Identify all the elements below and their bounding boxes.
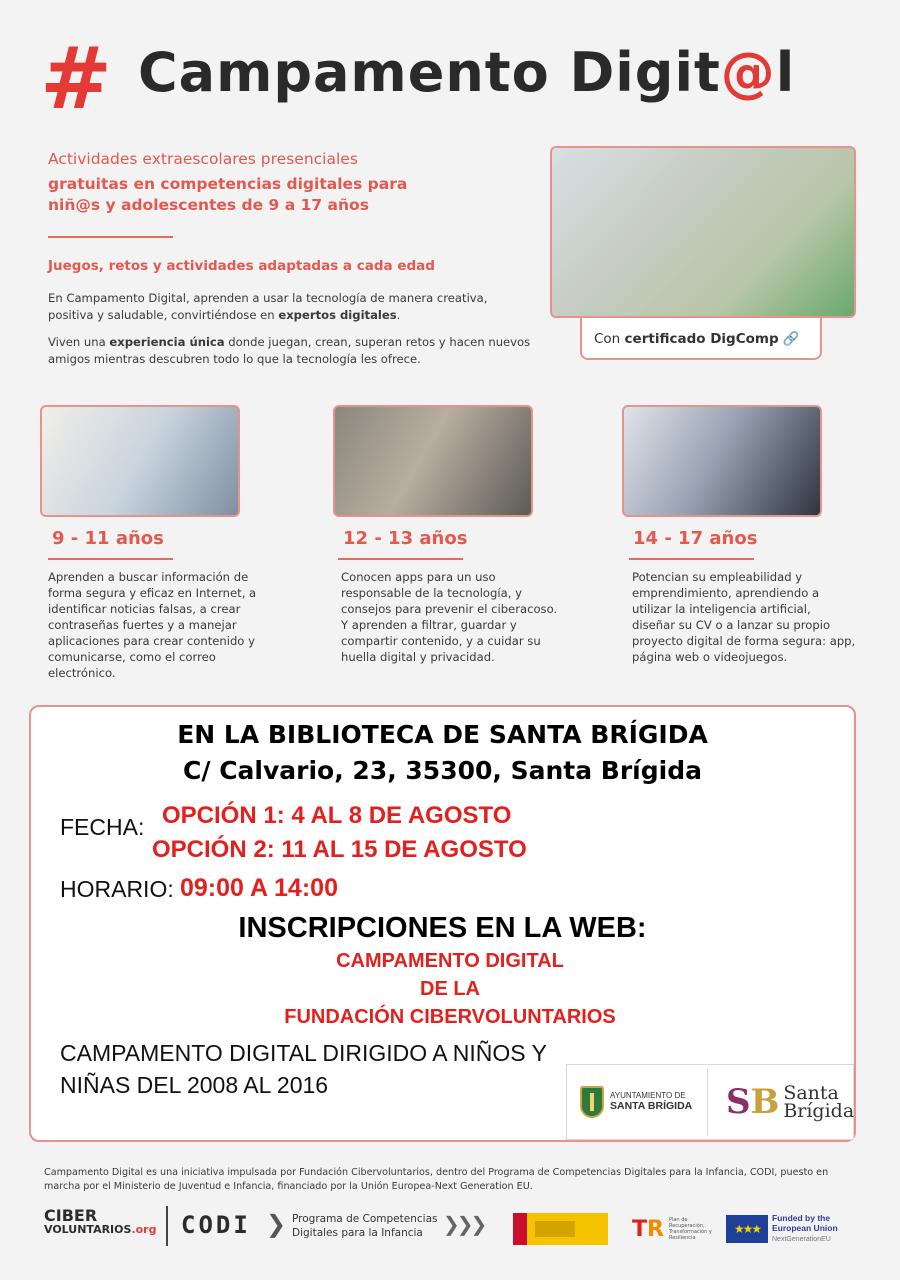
age-group-1-divider xyxy=(48,558,173,560)
title-hash-symbol: # xyxy=(40,29,113,129)
date-option-1: OPCIÓN 1: 4 AL 8 DE AGOSTO xyxy=(162,802,512,829)
title-part-b: l xyxy=(775,41,796,104)
intro-paragraph-1 xyxy=(48,290,518,324)
photo-age-14-17 xyxy=(622,405,822,517)
title-at-sign: @ xyxy=(720,41,776,104)
age-group-1-description: Aprenden a buscar información de forma segura y eficaz en Internet, a identificar noticias falsas, a crear contraseñas fuertes y a manejar aplicaciones para crear contenido y comunicarse, como el correo electrónico. xyxy=(48,570,257,680)
main-photo xyxy=(550,146,856,318)
footer-note: Campamento Digital es una iniciativa impulsada por Fundación Cibervoluntarios, dentro del Programa de Competencias Digitales para la Infancia, CODI, puesto en marcha por el Ministerio de Juventud e Infancia, financiado por la Unión Europea-Next Generation EU. xyxy=(44,1167,829,1192)
intro-p2-text: Viven una xyxy=(48,335,110,349)
ayuntamiento-text xyxy=(610,1092,692,1112)
schedule-label: HORARIO: xyxy=(60,876,174,902)
coat-of-arms-icon xyxy=(535,1221,575,1237)
intro-heading-line2: gratuitas en competencias digitales para niñ@s y adolescentes de 9 a 17 años xyxy=(48,175,408,214)
registration-link-line3[interactable]: FUNDACIÓN CIBERVOLUNTARIOS xyxy=(284,1006,616,1028)
title-part-a: Campamento Digit xyxy=(138,41,721,104)
gobierno-espana-logo xyxy=(513,1213,608,1245)
date-label: FECHA: xyxy=(60,814,145,840)
registration-link-line2[interactable]: DE LA xyxy=(420,978,480,1000)
intro-p1-text: En Campamento Digital, aprenden a usar la tecnología de manera creativa, positiva y saludable, convirtiéndose en xyxy=(48,291,488,322)
age-group-2-title: 12 - 13 años xyxy=(343,528,468,549)
age-group-1-title: 9 - 11 años xyxy=(52,528,164,549)
eu-funding-text: Funded by the European Union NextGenerationEU xyxy=(772,1213,838,1243)
registration-title: INSCRIPCIONES EN LA WEB: xyxy=(238,912,647,944)
ayuntamiento-small: AYUNTAMIENTO DE xyxy=(610,1090,686,1100)
registration-link-line1[interactable]: CAMPAMENTO DIGITAL xyxy=(336,950,564,972)
age-group-2-divider xyxy=(338,558,463,560)
tr-monogram-icon: TR xyxy=(632,1216,664,1242)
codi-logo: CODI xyxy=(181,1211,251,1239)
codi-program-text: Programa de Competencias Digitales para la Infancia xyxy=(292,1213,438,1239)
intro-subheading: Juegos, retos y actividades adaptadas a cada edad xyxy=(48,258,435,274)
link-icon: 🔗 xyxy=(782,331,800,347)
footer-separator xyxy=(166,1206,168,1246)
intro-p2-bold: experiencia única xyxy=(109,335,225,349)
intro-paragraph-2 xyxy=(48,334,538,368)
age-group-3-title: 14 - 17 años xyxy=(633,528,758,549)
certificate-label: certificado DigComp xyxy=(624,331,779,347)
page-title xyxy=(138,41,796,104)
venue-address: C/ Calvario, 23, 35300, Santa Brígida xyxy=(183,756,702,785)
age-group-3-divider xyxy=(629,558,754,560)
certificate-prefix: Con xyxy=(594,331,625,347)
intro-divider xyxy=(48,236,173,238)
shield-icon xyxy=(580,1086,604,1118)
age-group-3-description: Potencian su empleabilidad y emprendimiento, aprendiendo a utilizar la inteligencia artificial, diseñar su CV o a lanzar su propio proyecto digital de forma segura: app, página web o videojuegos. xyxy=(632,570,856,664)
intro-p1-bold: expertos digitales xyxy=(278,307,397,322)
ayuntamiento-name: SANTA BRÍGIDA xyxy=(610,1099,693,1112)
photo-age-12-13 xyxy=(333,405,533,517)
venue-title: EN LA BIBLIOTECA DE SANTA BRÍGIDA xyxy=(177,720,708,749)
eu-flag-icon: ★★★ xyxy=(726,1215,768,1243)
intro-p1-end: . xyxy=(396,307,401,322)
ayuntamiento-logo xyxy=(570,1068,708,1136)
schedule-value: 09:00 A 14:00 xyxy=(180,874,338,902)
date-option-2: OPCIÓN 2: 11 AL 15 DE AGOSTO xyxy=(152,836,527,863)
santa-brigida-wordmark: Santa Brígida xyxy=(783,1081,855,1122)
intro-heading-line1: Actividades extraescolares presenciales xyxy=(48,150,358,168)
cibervoluntarios-logo: CIBER VOLUNTARIOS.org xyxy=(44,1206,157,1236)
photo-age-9-11 xyxy=(40,405,240,517)
plan-recuperacion-text: Plan de Recuperación, Transformación y Resiliencia xyxy=(668,1217,712,1241)
intro-p2-end: donde juegan, crean, superan retos y hacen nuevos amigos mientras descubren todo lo que la tecnología les ofrece. xyxy=(48,335,531,366)
plan-recuperacion-logo xyxy=(632,1214,717,1244)
sb-monogram-icon: SB xyxy=(726,1082,780,1122)
age-group-2-description: Conocen apps para un uso responsable de la tecnología, y consejos para prevenir el ciberacoso. Y aprenden a filtrar, guardar y compartir contenido, y a cuidar su huella digital y privacidad. xyxy=(341,570,558,664)
target-audience-line1: CAMPAMENTO DIGITAL DIRIGIDO A NIÑOS Y xyxy=(60,1040,547,1066)
certificate-badge xyxy=(580,318,822,360)
target-audience-line2: NIÑAS DEL 2008 AL 2016 xyxy=(60,1072,329,1098)
chevron-right-icon: ❯ xyxy=(266,1210,287,1238)
triple-chevron-icon: ❯❯❯ xyxy=(443,1212,485,1236)
santa-brigida-logo xyxy=(716,1068,855,1136)
